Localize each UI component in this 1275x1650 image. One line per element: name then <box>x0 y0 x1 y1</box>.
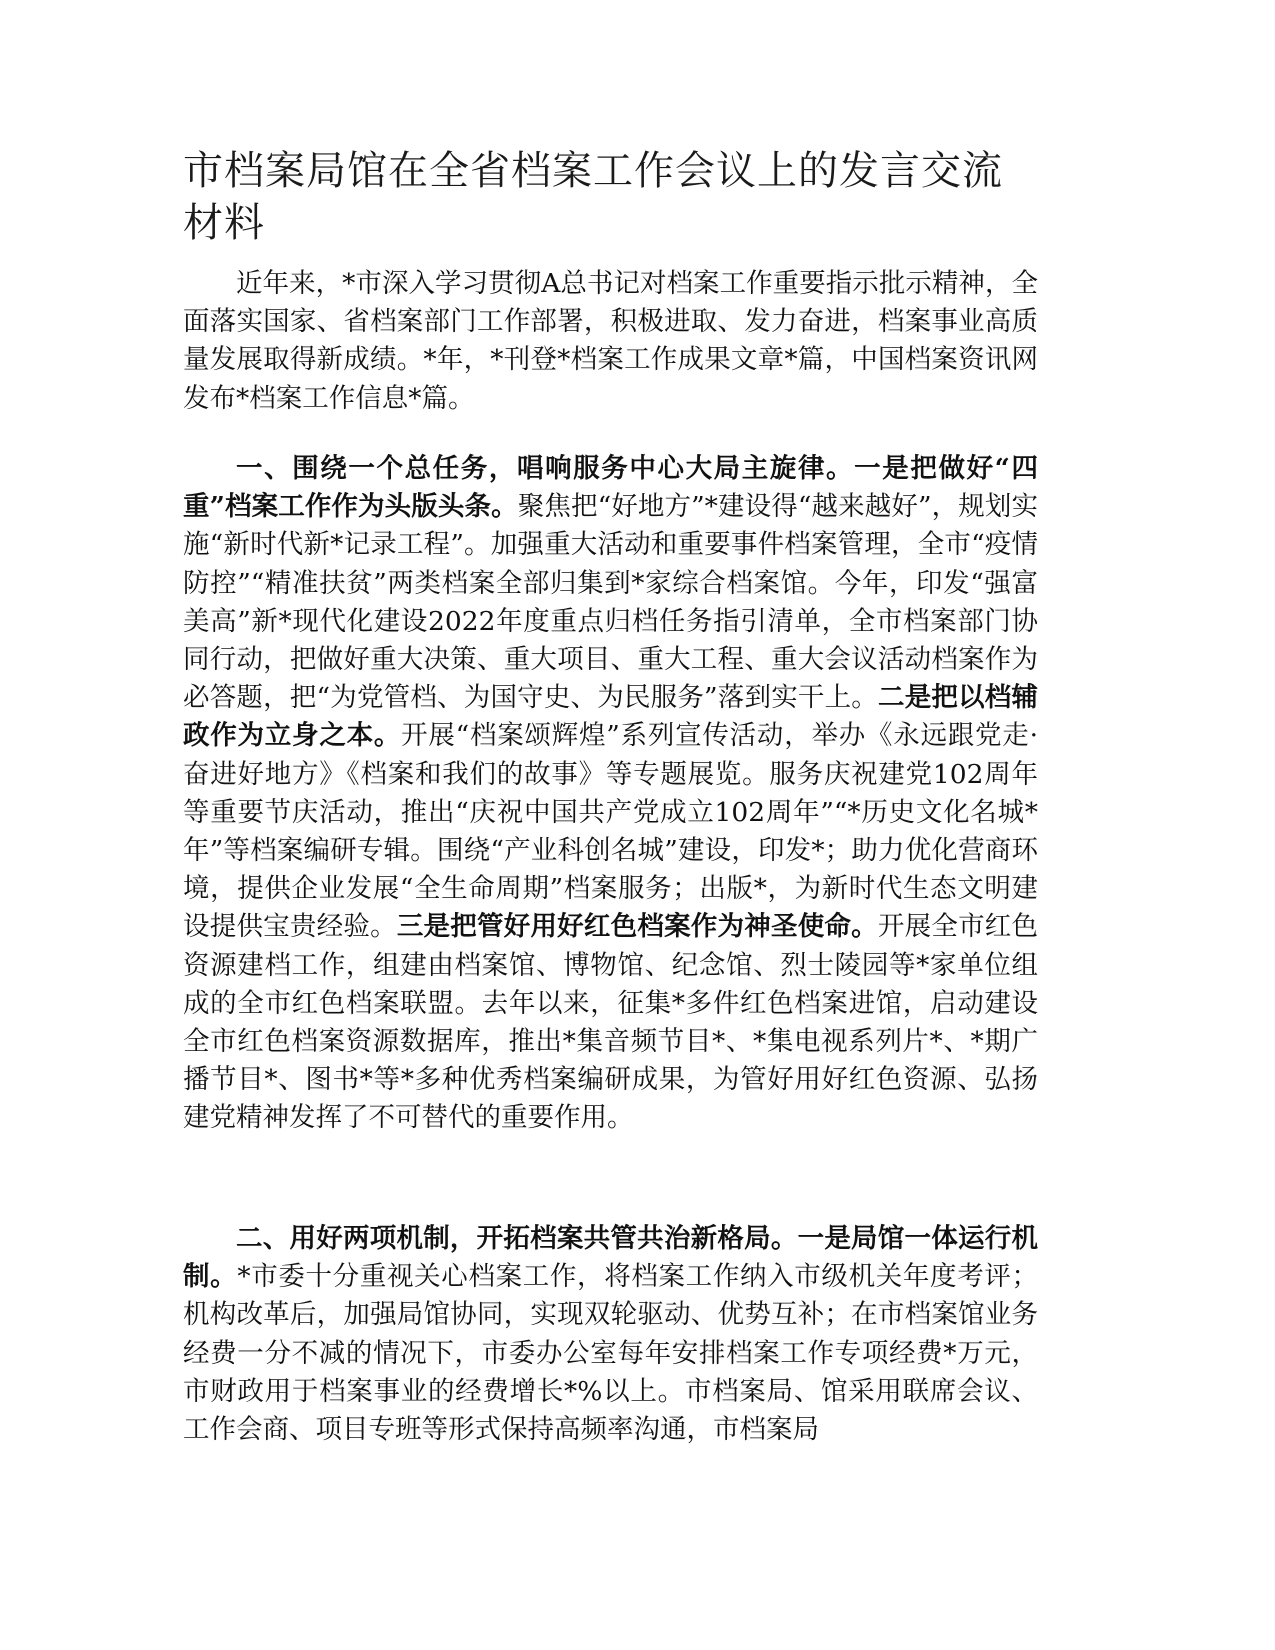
section-1-point-3-body: 开展全市红色资源建档工作，组建由档案馆、博物馆、纪念馆、烈士陵园等*家单位组成的全市红色档案联盟。去年以来，征集*多件红色档案进馆，启动建设全市红色档案资源数据库，推出*集音频节目*、*集电视系列片*、*期广播节目*、图书*等*多种优秀档案编研成果，为管好用好红色资源、弘扬建党精神发挥了不可替代的重要作用。 <box>183 911 1039 1134</box>
section-1-point-2-title: 二是把以档辅政作为立身之本。 <box>183 682 1038 752</box>
section-1-heading: 一、围绕一个总任务，唱响服务中心大局主旋律。 <box>236 453 855 484</box>
document-page <box>183 0 1038 1650</box>
document-title: 市档案局馆在全省档案工作会议上的发言交流材料 <box>183 148 1003 246</box>
section-2-point-1-title: 一是局馆一体运行机制。 <box>183 1223 1039 1293</box>
section-1-point-1-title: 一是把做好“四重”档案工作作为头版头条。 <box>183 453 1039 523</box>
section-1-point-3-title: 三是把管好用好红色档案作为神圣使命。 <box>396 911 878 943</box>
section-2-heading: 二、用好两项机制，开拓档案共管共治新格局。 <box>236 1223 798 1254</box>
intro-paragraph: 近年来，*市深入学习贯彻A总书记对档案工作重要指示批示精神，全面落实国家、省档案部门工作部署，积极进取、发力奋进，档案事业高质量发展取得新成绩。*年，*刊登*档案工作成果文章*篇，中国档案资讯网发布*档案工作信息*篇。 <box>183 268 1038 414</box>
section-1-point-2-body: 开展“档案颂辉煌”系列宣传活动，举办《永远跟党走·奋进好地方》《档案和我们的故事》等专题展览。服务庆祝建党102周年等重要节庆活动，推出“庆祝中国共产党成立102周年”“*历史文化名城*年”等档案编研专辑。围绕“产业科创名城”建设，印发*；助力优化营商环境，提供企业发展“全生命周期”档案服务；出版*，为新时代生态文明建设提供宝贵经验。 <box>183 720 1038 943</box>
section-2-point-1-body: *市委十分重视关心档案工作，将档案工作纳入市级机关年度考评；机构改革后，加强局馆协同，实现双轮驱动、优势互补；在市档案馆业务经费一分不减的情况下，市委办公室每年安排档案工作专项经费*万元，市财政用于档案事业的经费增长*%以上。市档案局、馆采用联席会议、工作会商、项目专班等形式保持高频率沟通，市档案局 <box>183 1261 1039 1446</box>
section-1-point-1-body: 聚焦把“好地方”*建设得“越来越好”，规划实施“新时代新*记录工程”。加强重大活动和重要事件档案管理，全市“疫情防控”“精准扶贫”两类档案全部归集到*家综合档案馆。今年，印发“强富美高”新*现代化建设2022年度重点归档任务指引清单，全市档案部门协同行动，把做好重大决策、重大项目、重大工程、重大会议活动档案作为必答题，把“为党管档、为国守史、为民服务”落到实干上。 <box>183 491 1038 714</box>
section-1-paragraph <box>183 450 1038 1138</box>
section-2-paragraph <box>183 1220 1038 1449</box>
